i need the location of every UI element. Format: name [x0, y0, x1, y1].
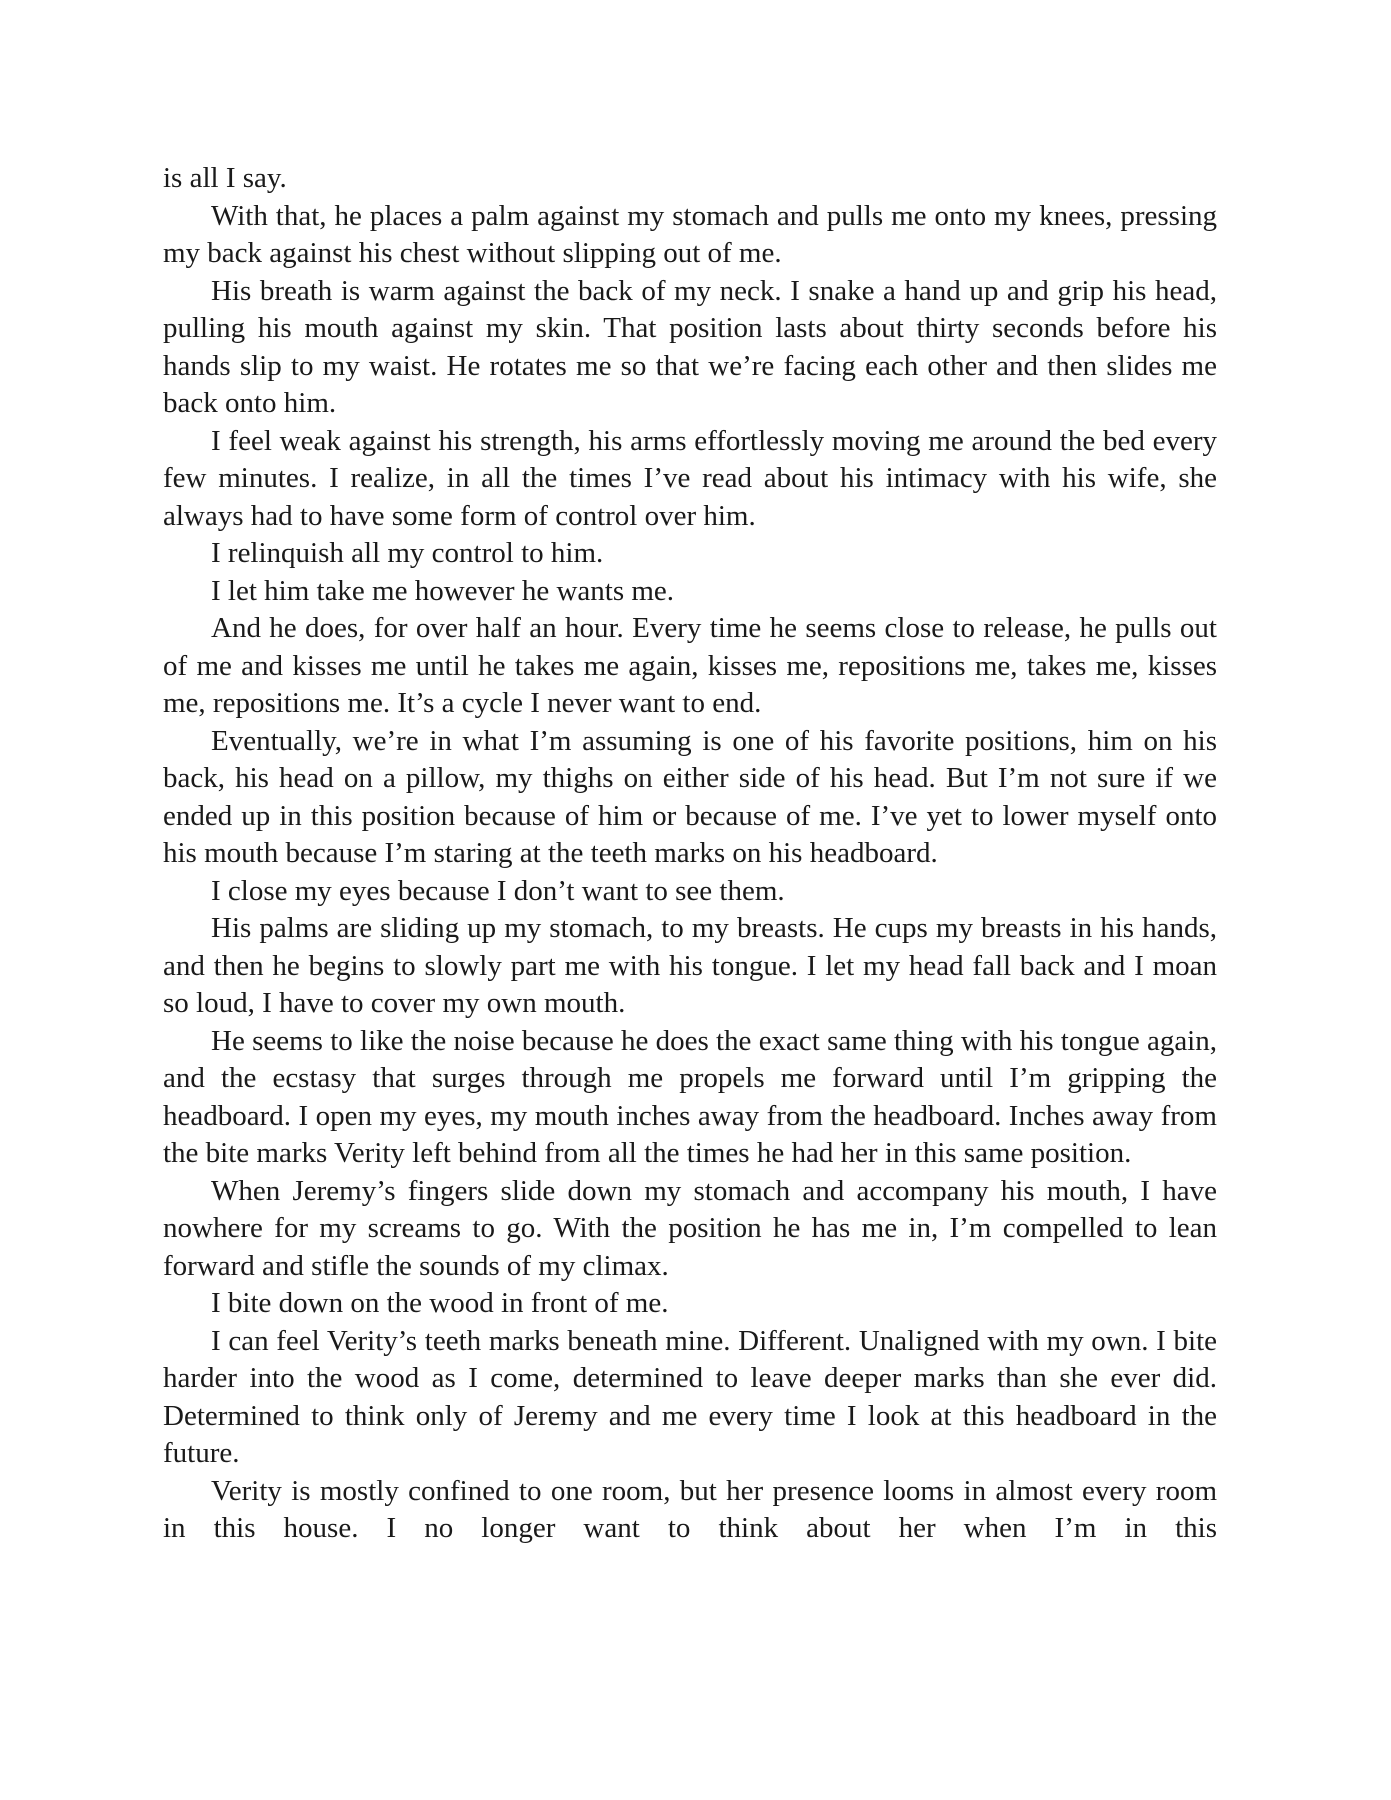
- paragraph-7: And he does, for over half an hour. Every time he seems close to release, he pulls out of me and kisses me until he takes me again, kisses me, repositions me, takes me, kisses me, repositions me. It’s a cycle I never want to end.: [163, 612, 1217, 719]
- paragraph-14: I can feel Verity’s teeth marks beneath mine. Different. Unaligned with my own. I bite harder into the wood as I come, determined to leave deeper marks than she ever did. Determined to think only of Jeremy and me every time I look at this headboard in the future.: [163, 1324, 1217, 1469]
- paragraph-15: Verity is mostly confined to one room, but her presence looms in almost every room in this house. I no longer want to think about her when I’m in this: [163, 1474, 1217, 1544]
- paragraph-6: I let him take me however he wants me.: [211, 574, 675, 607]
- book-page: [163, 160, 1217, 1548]
- paragraph-10: His palms are sliding up my stomach, to my breasts. He cups my breasts in his hands, and then he begins to slowly part me with his tongue. I let my head fall back and I moan so loud, I have to cover my own mouth.: [163, 912, 1217, 1019]
- paragraph-12: When Jeremy’s fingers slide down my stomach and accompany his mouth, I have nowhere for my screams to go. With the position he has me in, I’m compelled to lean forward and stifle the sounds of my climax.: [163, 1174, 1217, 1282]
- paragraph-11: He seems to like the noise because he does the exact same thing with his tongue again, and the ecstasy that surges through me propels me forward until I’m gripping the headboard. I open my eyes, my mouth inches away from the headboard. Inches away from the bite marks Verity left behind from all the times he had her in this same position.: [163, 1024, 1217, 1169]
- paragraph-1: is all I say.: [163, 162, 287, 194]
- paragraph-8: Eventually, we’re in what I’m assuming is one of his favorite positions, him on his back, his head on a pillow, my thighs on either side of his head. But I’m not sure if we ended up in this position because of him or because of me. I’ve yet to lower myself onto his mouth because I’m staring at the teeth marks on his headboard.: [163, 724, 1217, 869]
- paragraph-13: I bite down on the wood in front of me.: [211, 1287, 669, 1319]
- paragraph-5: I relinquish all my control to him.: [211, 537, 604, 569]
- paragraph-2: With that, he places a palm against my stomach and pulls me onto my knees, pressing my back against his chest without slipping out of me.: [163, 199, 1217, 269]
- paragraph-3: His breath is warm against the back of my neck. I snake a hand up and grip his head, pulling his mouth against my skin. That position lasts about thirty seconds before his hands slip to my waist. He rotates me so that we’re facing each other and then slides me back onto him.: [163, 274, 1217, 419]
- paragraph-9: I close my eyes because I don’t want to see them.: [211, 874, 785, 907]
- paragraph-4: I feel weak against his strength, his arms effortlessly moving me around the bed every few minutes. I realize, in all the times I’ve read about his intimacy with his wife, she always had to have some form of control over him.: [163, 424, 1217, 532]
